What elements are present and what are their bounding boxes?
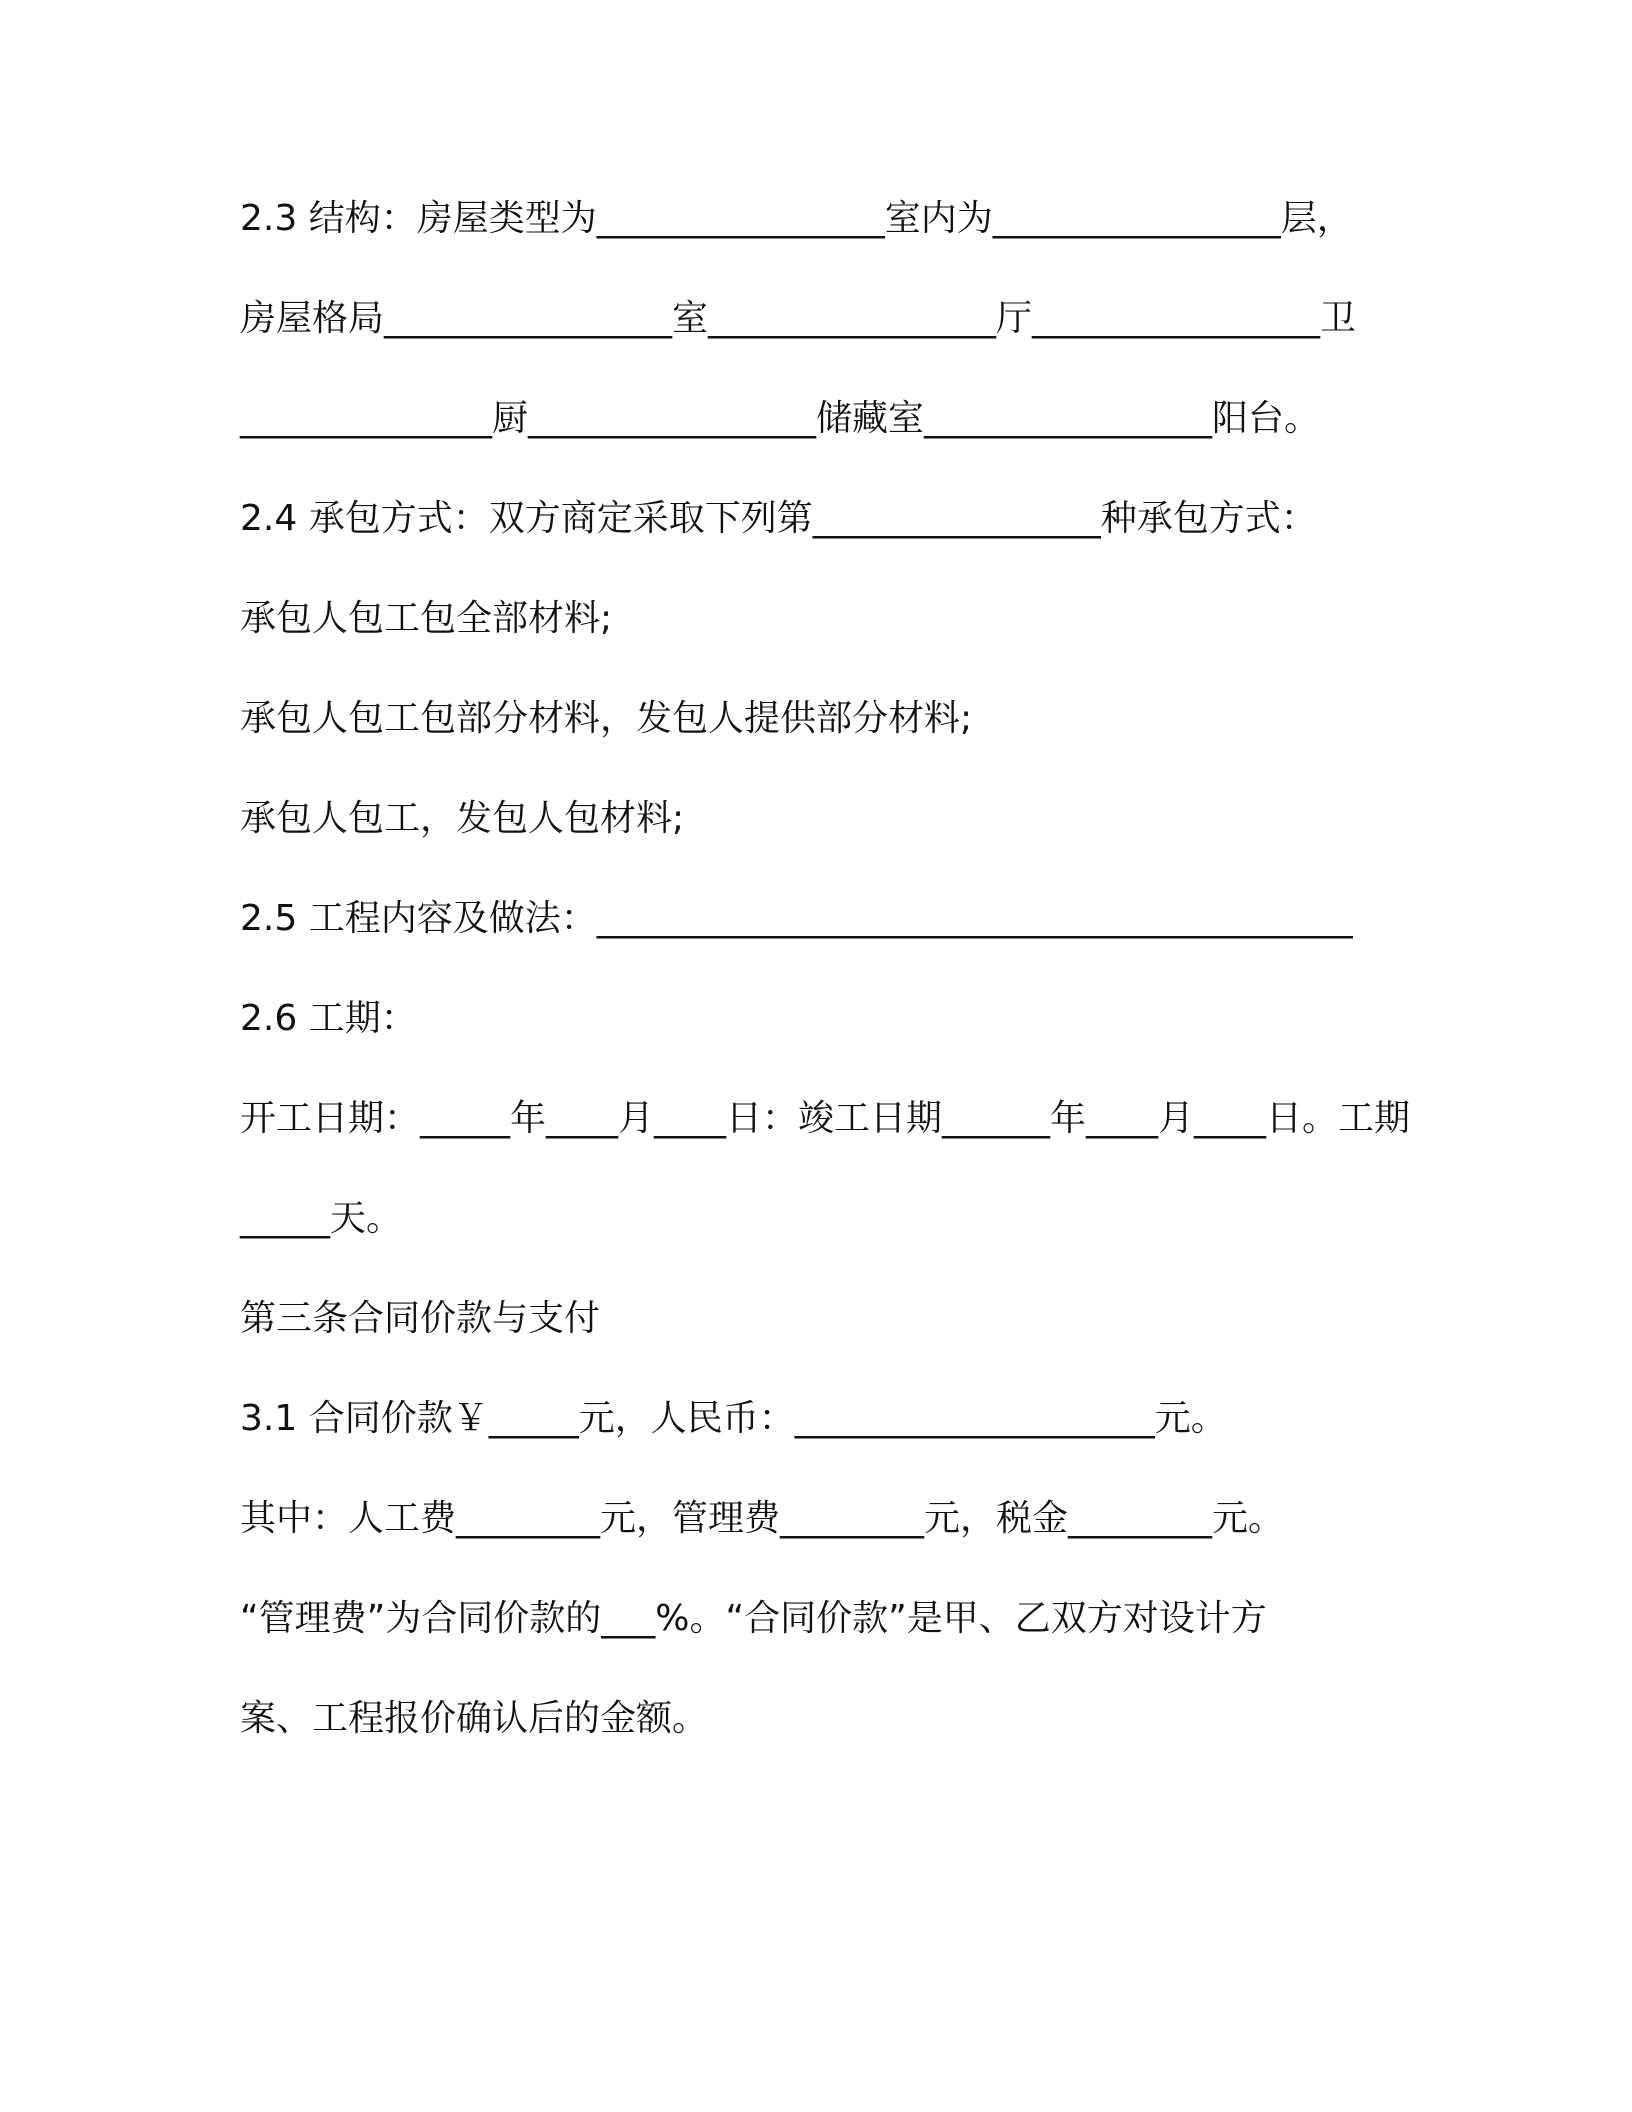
clause-2-6-duration: 2.6 工期： — [240, 998, 417, 1039]
contract-option-1: 承包人包工包全部材料; — [240, 598, 613, 639]
duration-days: _____天。 — [240, 1198, 403, 1239]
clause-2-3-structure: 2.3 结构：房屋类型为________________室内为________________层， — [240, 198, 1353, 239]
contract-option-3: 承包人包工，发包人包材料; — [240, 798, 685, 839]
start-and-completion-dates: 开工日期：_____年____月____日：竣工日期______年____月____日。工期 — [240, 1098, 1411, 1139]
clause-3-1-contract-price: 3.1 合同价款￥_____元，人民币：____________________元。 — [240, 1398, 1227, 1439]
clause-2-3-layout-continued: ______________厨________________储藏室________________阳台。 — [240, 398, 1321, 439]
article-3-heading: 第三条合同价款与支付 — [240, 1298, 601, 1339]
cost-breakdown: 其中：人工费________元，管理费________元，税金________元。 — [240, 1498, 1285, 1539]
clause-2-5-work-content: 2.5 工程内容及做法：__________________________________________ — [240, 898, 1353, 939]
contract-option-2: 承包人包工包部分材料，发包人提供部分材料; — [240, 698, 973, 739]
clause-2-3-layout: 房屋格局________________室________________厅________________卫 — [240, 298, 1357, 339]
management-fee-definition: “管理费”为合同价款的___%。“合同价款”是甲、乙双方对设计方 — [240, 1598, 1267, 1639]
contract-price-definition-continued: 案、工程报价确认后的金额。 — [240, 1698, 709, 1739]
clause-2-4-contract-method: 2.4 承包方式：双方商定采取下列第________________种承包方式： — [240, 498, 1317, 539]
